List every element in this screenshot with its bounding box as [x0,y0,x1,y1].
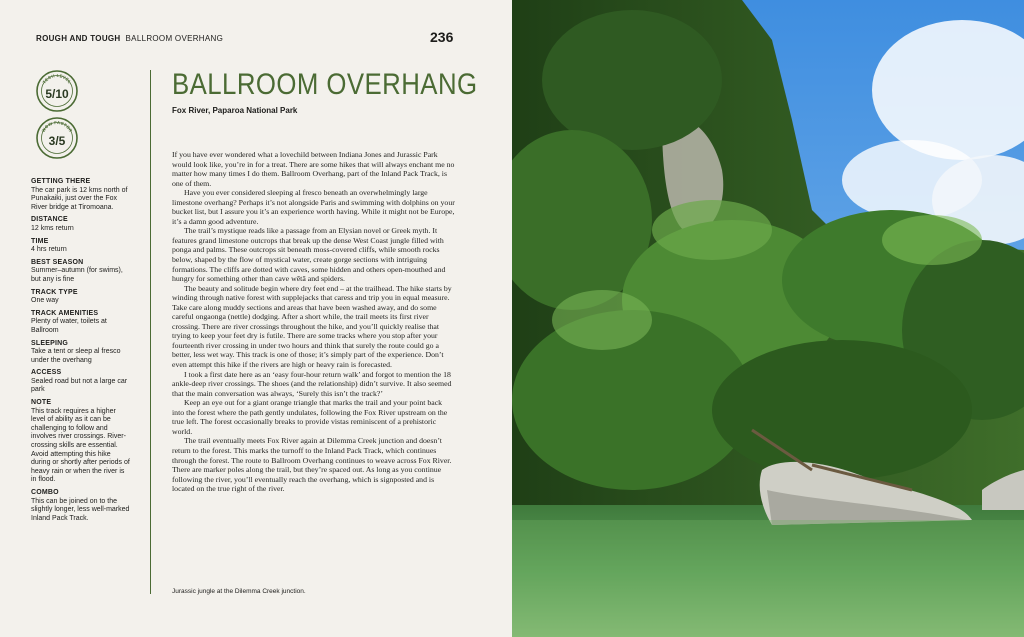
info-value: Sealed road but not a large car park [31,377,128,394]
info-value: 12 kms return [31,224,74,232]
wow-factor-badge [36,117,78,159]
info-value: 4 hrs return [31,246,67,254]
info-heading: TRACK AMENITIES [31,309,99,317]
info-value: The car park is 12 kms north of Punakaiki, just over the Fox River bridge at Tiromoana. [31,186,128,211]
trip-info-sidebar [31,178,131,527]
section-name: ROUGH AND TOUGH [36,34,121,43]
body-paragraph: The trail eventually meets Fox River again at Dilemma Creek junction and doesn’t return to the forest. This marks the turnoff to the Inland Pack Track, which continues through the forest. The route to Ballroom Overhang continues to weave across Fox River. There are marker poles along the trail, but they’re spaced out. As long as you continue following the river, you’ll eventually reach the overhang, which is signposted and is located on the true right of the river. [172,436,452,494]
article-body [172,150,456,494]
wow-factor-value: 3/5 [48,134,66,148]
running-header [36,34,223,43]
body-paragraph: Keep an eye out for a giant orange triangle that marks the trail and your point back into the forest where the path gently undulates, following the Fox River upstream on the true left. The forest occasionally breaks to provide vistas reminiscent of a prehistoric world. [172,398,448,436]
photo-caption: Jurassic jungle at the Dilemma Creek junction. [172,588,306,595]
info-value: Summer–autumn (for swims), but any is fine [31,267,123,283]
body-paragraph: The beauty and solitude begin where dry feet end – at the trailhead. The hike starts by winding through native forest with supplejacks that caress and trip you in equal measure. Take care along muddy sections and areas that have been washed away, and do some careful ongaonga (nettle) dodging. After a short while, the trail meets its first river crossing. There are river crossings throughout the hike, and you’ll quickly realise that trying to keep your feet dry is futile. There are some tracks where you stop after your fourteenth river crossing in under two hours and think that surely the route could go a better, less wet way. This track is one of those; it’s simply part of the experience. Don’t even attempt this hike if the rivers are high or heavy rain is forecasted. [172,283,452,370]
chapter-name: BALLROOM OVERHANG [125,34,224,43]
tech-level-label: TECH LEVEL [41,72,73,85]
info-heading: BEST SEASON [31,258,84,266]
info-heading: GETTING THERE [31,178,91,185]
info-heading: SLEEPING [31,339,68,347]
info-value: This track requires a higher level of ability as it can be challenging to follow and involves river crossings. River-crossing skills are essential. Avoid attempting this hike during or shortly after periods of heavy rain or when the river is in flood. [31,407,130,484]
info-heading: NOTE [31,399,52,407]
photo-page [512,0,1024,637]
page-number: 236 [430,29,454,45]
info-heading: TRACK TYPE [31,288,78,296]
jungle-river-photo [512,0,1024,637]
info-value: Plenty of water, toilets at Ballroom [31,318,107,334]
column-divider [150,70,151,594]
info-heading: DISTANCE [31,216,68,224]
info-value: One way [31,297,59,305]
info-heading: ACCESS [31,369,62,377]
body-paragraph: I took a first date here as an ‘easy four-hour return walk’ and forgot to mention the 18 ankle-deep river crossings. The shoes (and the relationship) didn’t survive. It also seemed that the main conversation was always, ‘Surely this isn’t the track?’ [172,369,452,398]
tech-level-value: 5/10 [45,87,69,101]
body-paragraph: Have you ever considered sleeping al fresco beneath an overwhelmingly large limestone overhang? Perhaps it’s not alongside Paris and swimming with dolphins on your bucket list, but I assure you it’s an experience worth having. While it might not be Europe, it’s a damn good adventure. [172,188,455,226]
info-value: This can be joined on to the slightly longer, less well-marked Inland Pack Track. [31,497,130,522]
info-value: Take a tent or sleep al fresco under the overhang [31,348,121,364]
body-paragraph: The trail’s mystique reads like a passage from an Elysian novel or Greek myth. It features grand limestone outcrops that break up the dense West Coast jungle filled with ponga and palms. These outcrops sit beneath moss-covered cliffs, while smooth rocks below, shaped by the flow of mystical water, create gorge sections with intriguing formations. The cliffs are dotted with caves, some hidden and others open-mouthed and hungry for something other than cave wētā and spiders. [172,226,446,284]
body-paragraph: If you have ever wondered what a lovechild between Indiana Jones and Jurassic Park would look like, you’re in for a treat. There are some hikes that will always enchant me no matter how many times I do them. Ballroom Overhang, part of the Inland Pack Track, is one of them. [172,150,455,188]
info-heading: TIME [31,237,49,245]
page-title: BALLROOM OVERHANG [172,68,478,101]
info-heading: COMBO [31,489,59,496]
tech-level-badge [36,70,78,112]
wow-factor-label: WOW FACTOR [40,119,74,134]
location-subtitle: Fox River, Paparoa National Park [172,106,298,115]
